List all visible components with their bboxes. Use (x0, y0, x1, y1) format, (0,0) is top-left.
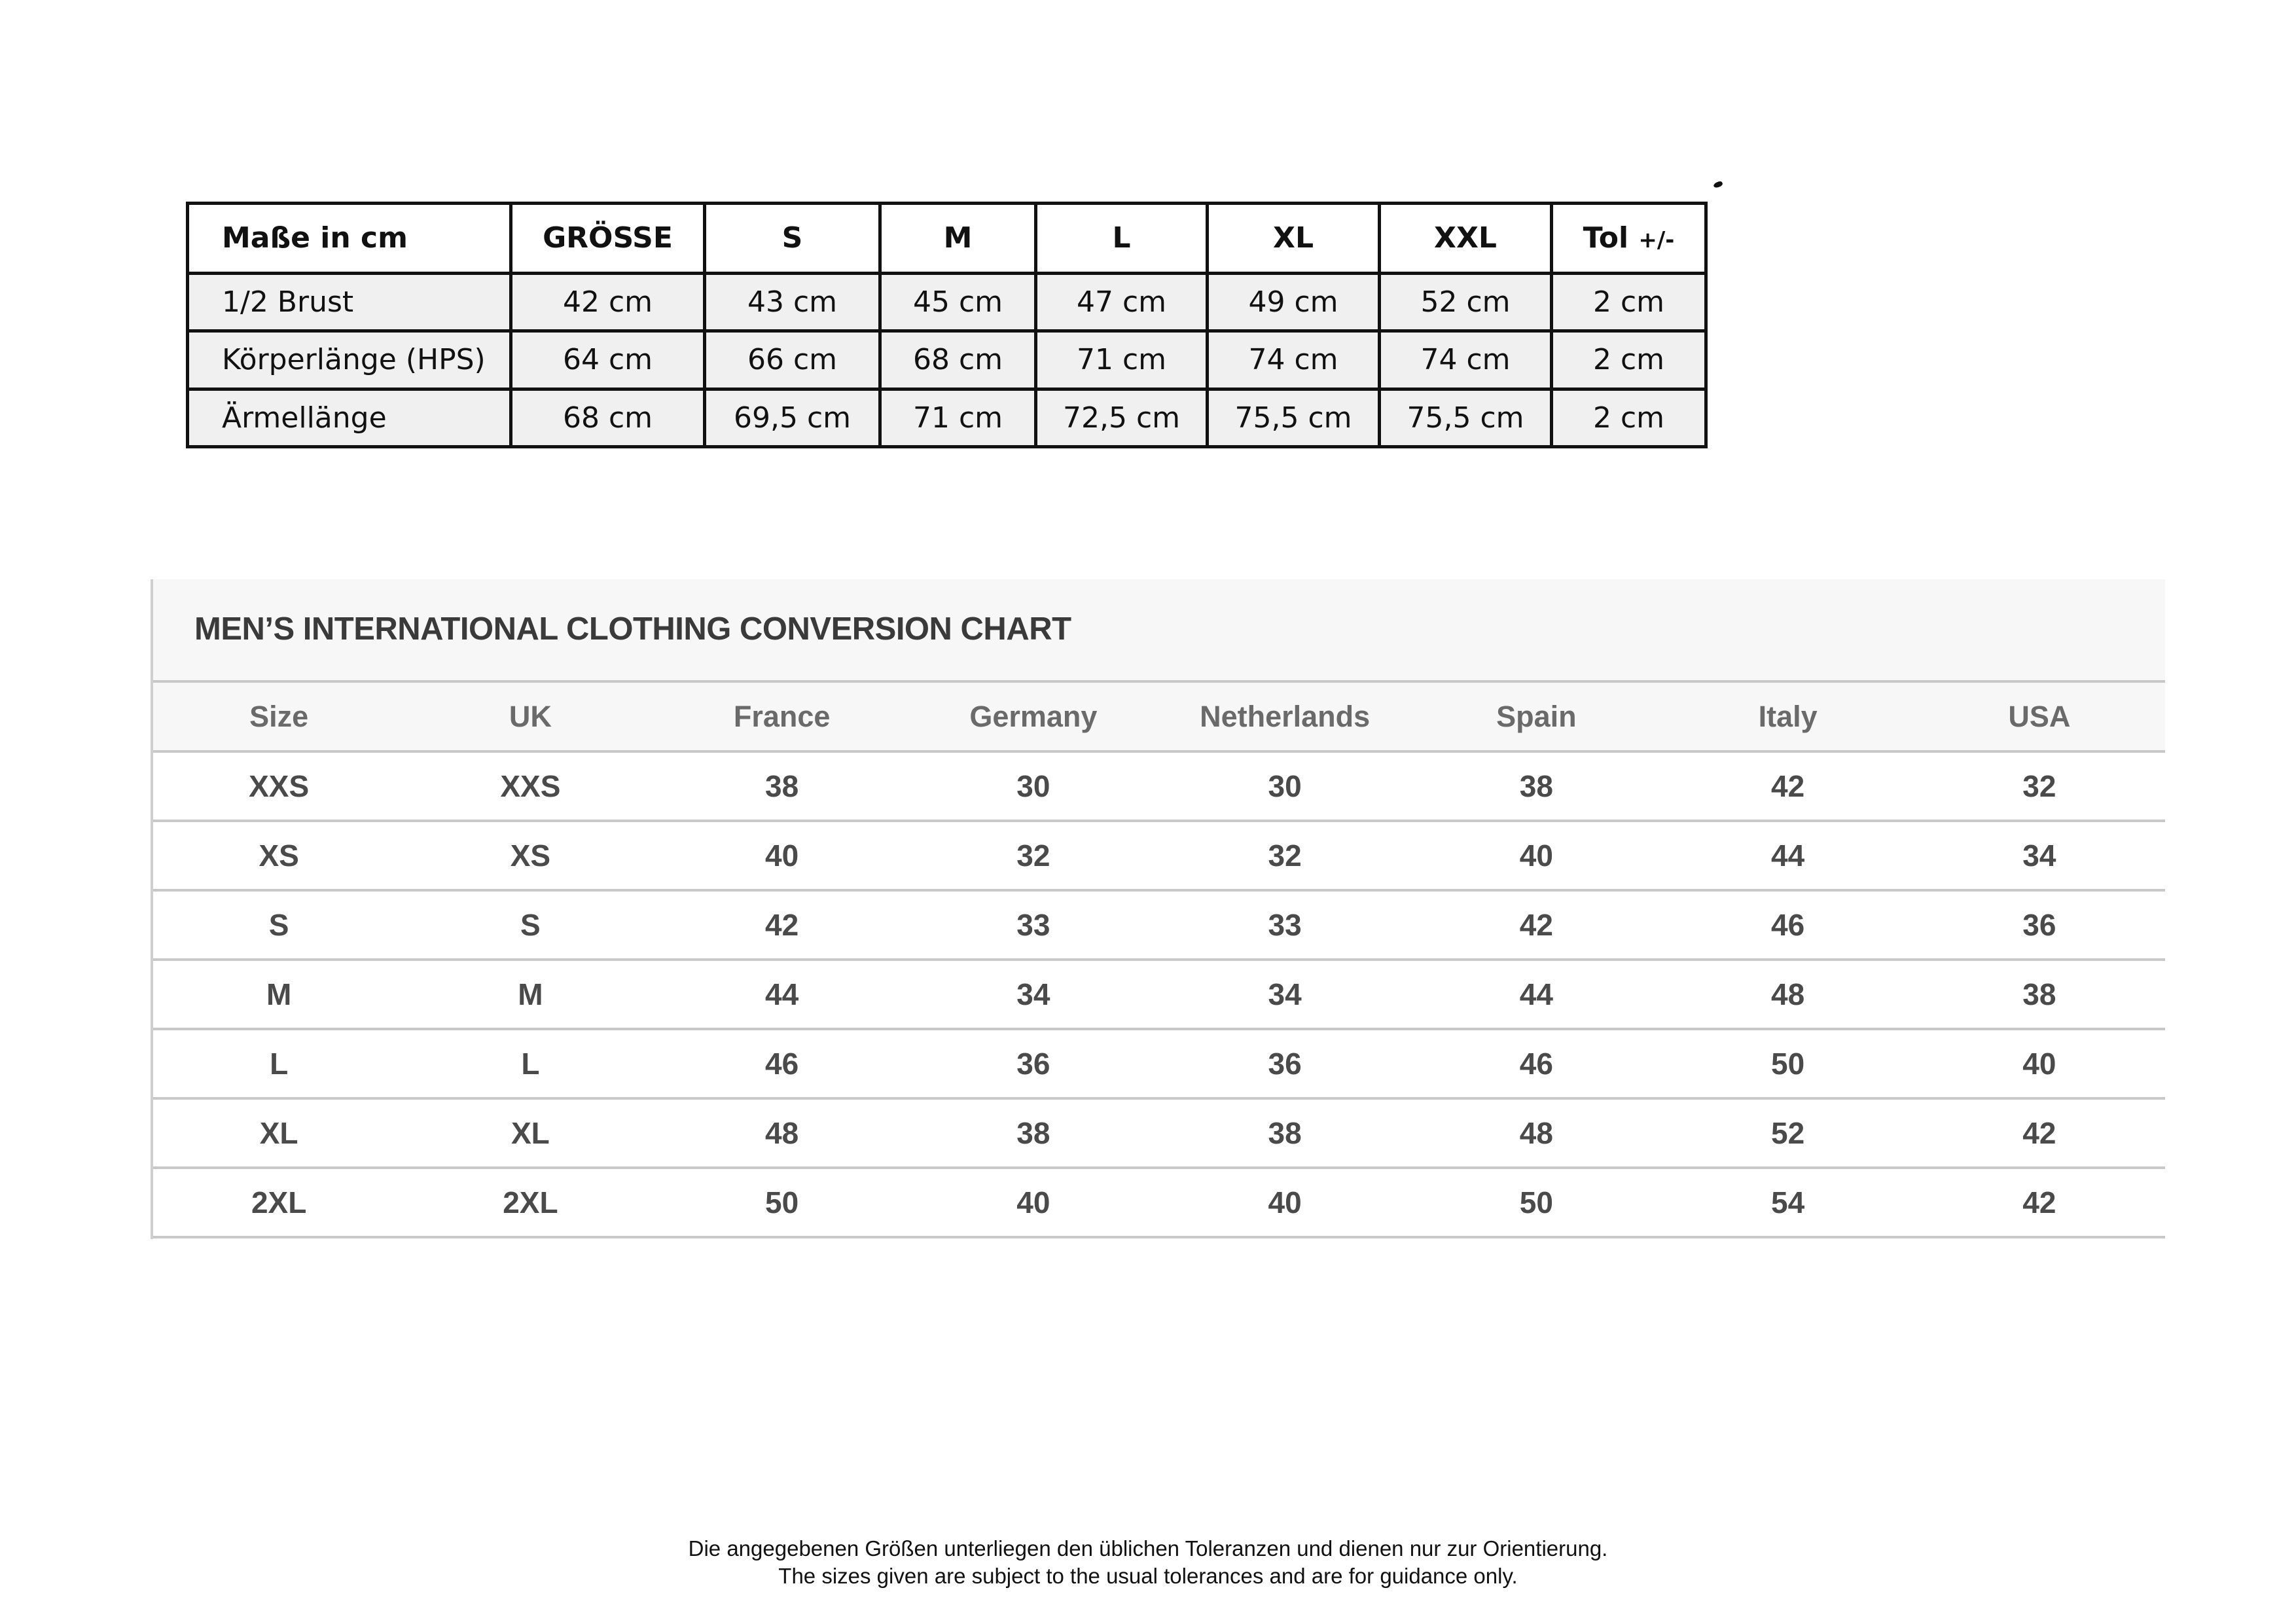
conversion-chart (151, 579, 2165, 1239)
conversion-cell: 2XL (153, 1168, 404, 1237)
conversion-cell: L (153, 1029, 404, 1098)
conversion-cell: 50 (1410, 1168, 1662, 1237)
conversion-cell: 34 (1159, 960, 1410, 1029)
conversion-cell: 42 (1662, 751, 1914, 821)
measurement-cell: 75,5 cm (1380, 389, 1552, 446)
conversion-row (153, 890, 2165, 960)
conversion-cell: 36 (908, 1029, 1159, 1098)
conversion-header-cell: Spain (1410, 683, 1662, 751)
conversion-cell: 42 (1914, 1168, 2165, 1237)
measurement-cell: 71 cm (880, 389, 1036, 446)
conversion-row (153, 1168, 2165, 1237)
conversion-header-cell: Netherlands (1159, 683, 1410, 751)
tolerance-note (0, 1535, 2296, 1590)
conversion-cell: 40 (1914, 1029, 2165, 1098)
tolerance-note-german: Die angegebenen Größen unterliegen den üblichen Toleranzen und dienen nur zur Orientierung. (688, 1536, 1608, 1561)
measurement-cell: 1/2 Brust (188, 273, 511, 331)
measurement-cell: 45 cm (880, 273, 1036, 331)
measurement-row (188, 273, 1706, 331)
measurement-cell: 68 cm (880, 331, 1036, 389)
measurement-cell: 2 cm (1552, 389, 1706, 446)
measurement-cell: 75,5 cm (1208, 389, 1380, 446)
conversion-cell: 2XL (404, 1168, 656, 1237)
conversion-cell: 48 (656, 1098, 908, 1168)
conversion-cell: 42 (1410, 890, 1662, 960)
conversion-chart-title: MEN’S INTERNATIONAL CLOTHING CONVERSION CHART (194, 611, 1071, 647)
measurement-header-cell (1552, 204, 1706, 274)
tolerance-sign: +/- (1638, 227, 1675, 254)
measurement-table (186, 202, 1708, 448)
measurement-cell: 69,5 cm (705, 389, 880, 446)
conversion-cell: 38 (656, 751, 908, 821)
tolerance-note-english: The sizes given are subject to the usual tolerances and are for guidance only. (778, 1564, 1518, 1588)
conversion-cell: 40 (656, 821, 908, 890)
conversion-cell: 50 (656, 1168, 908, 1237)
measurement-cell: 42 cm (511, 273, 705, 331)
conversion-header-cell: Germany (908, 683, 1159, 751)
conversion-cell: 50 (1662, 1029, 1914, 1098)
measurement-header-cell: M (880, 204, 1036, 274)
conversion-cell: 33 (908, 890, 1159, 960)
measurement-cell: 72,5 cm (1036, 389, 1208, 446)
conversion-header-row (153, 683, 2165, 751)
measurement-header-row (188, 204, 1706, 274)
measurement-cell: Ärmellänge (188, 389, 511, 446)
conversion-header-cell: France (656, 683, 908, 751)
conversion-cell: 32 (908, 821, 1159, 890)
conversion-cell: 38 (1914, 960, 2165, 1029)
conversion-row (153, 960, 2165, 1029)
conversion-row (153, 751, 2165, 821)
measurement-cell: 2 cm (1552, 331, 1706, 389)
measurement-cell: 71 cm (1036, 331, 1208, 389)
measurement-cell: 64 cm (511, 331, 705, 389)
conversion-header-cell: USA (1914, 683, 2165, 751)
conversion-cell: 38 (1159, 1098, 1410, 1168)
conversion-cell: 36 (1914, 890, 2165, 960)
conversion-header-cell: Italy (1662, 683, 1914, 751)
conversion-cell: 30 (908, 751, 1159, 821)
measurement-header-cell: XXL (1380, 204, 1552, 274)
conversion-cell: 42 (656, 890, 908, 960)
conversion-cell: 38 (1410, 751, 1662, 821)
conversion-cell: 38 (908, 1098, 1159, 1168)
measurement-cell: 68 cm (511, 389, 705, 446)
measurement-cell: 74 cm (1380, 331, 1552, 389)
conversion-row (153, 1098, 2165, 1168)
conversion-cell: 34 (908, 960, 1159, 1029)
conversion-cell: 40 (1410, 821, 1662, 890)
conversion-cell: XS (153, 821, 404, 890)
conversion-cell: 54 (1662, 1168, 1914, 1237)
measurement-cell: 2 cm (1552, 273, 1706, 331)
conversion-cell: 44 (1662, 821, 1914, 890)
measurement-header-cell: XL (1208, 204, 1380, 274)
tolerance-label: Tol (1583, 221, 1629, 255)
conversion-header-cell: UK (404, 683, 656, 751)
measurement-header-cell: GRÖSSE (511, 204, 705, 274)
measurement-cell: 52 cm (1380, 273, 1552, 331)
conversion-cell: XL (404, 1098, 656, 1168)
conversion-row (153, 1029, 2165, 1098)
conversion-cell: 32 (1159, 821, 1410, 890)
stray-ink-mark (1713, 180, 1723, 189)
conversion-cell: 40 (908, 1168, 1159, 1237)
conversion-table (153, 683, 2165, 1238)
conversion-cell: 46 (1662, 890, 1914, 960)
measurement-header-cell: S (705, 204, 880, 274)
measurement-cell: 47 cm (1036, 273, 1208, 331)
conversion-cell: 46 (656, 1029, 908, 1098)
conversion-cell: L (404, 1029, 656, 1098)
conversion-cell: S (153, 890, 404, 960)
conversion-row (153, 821, 2165, 890)
measurement-cell: 49 cm (1208, 273, 1380, 331)
conversion-header-cell: Size (153, 683, 404, 751)
measurement-header-cell: Maße in cm (188, 204, 511, 274)
measurement-cell: Körperlänge (HPS) (188, 331, 511, 389)
conversion-cell: 40 (1159, 1168, 1410, 1237)
conversion-cell: 44 (1410, 960, 1662, 1029)
measurement-header-cell: L (1036, 204, 1208, 274)
measurement-cell: 43 cm (705, 273, 880, 331)
conversion-cell: XL (153, 1098, 404, 1168)
conversion-cell: 44 (656, 960, 908, 1029)
measurement-row (188, 331, 1706, 389)
measurement-cell: 74 cm (1208, 331, 1380, 389)
conversion-cell: 52 (1662, 1098, 1914, 1168)
conversion-cell: 42 (1914, 1098, 2165, 1168)
conversion-cell: 48 (1662, 960, 1914, 1029)
conversion-cell: XS (404, 821, 656, 890)
conversion-cell: 46 (1410, 1029, 1662, 1098)
conversion-title-bar (153, 579, 2165, 683)
conversion-cell: 48 (1410, 1098, 1662, 1168)
conversion-cell: M (153, 960, 404, 1029)
conversion-cell: XXS (153, 751, 404, 821)
measurement-cell: 66 cm (705, 331, 880, 389)
conversion-cell: M (404, 960, 656, 1029)
conversion-cell: 33 (1159, 890, 1410, 960)
conversion-cell: 34 (1914, 821, 2165, 890)
conversion-cell: 36 (1159, 1029, 1410, 1098)
conversion-cell: 32 (1914, 751, 2165, 821)
measurement-row (188, 389, 1706, 446)
conversion-cell: XXS (404, 751, 656, 821)
conversion-cell: S (404, 890, 656, 960)
conversion-cell: 30 (1159, 751, 1410, 821)
